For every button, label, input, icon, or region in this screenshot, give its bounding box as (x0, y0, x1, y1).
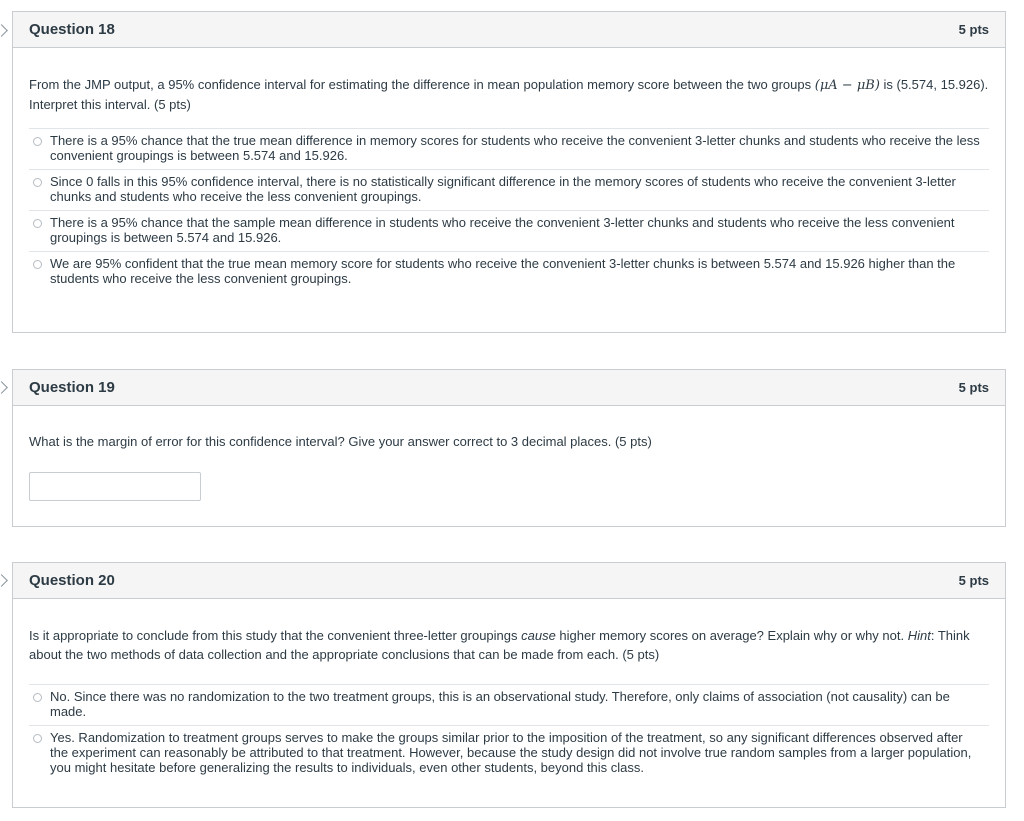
question-20-marker-icon (0, 574, 8, 587)
question-title: Question 19 (29, 379, 115, 396)
answer-option[interactable] (29, 128, 989, 169)
question-18-marker-icon (0, 24, 8, 37)
prompt-text: : Think about the two methods of data collection and the appropriate conclusions that can be made from each. (5 pts) (29, 628, 970, 662)
question-18 (12, 11, 1006, 333)
answer-option[interactable] (29, 684, 989, 725)
answer-list (29, 684, 989, 781)
answer-text: Since 0 falls in this 95% confidence interval, there is no statistically significant difference in the memory scores of students who receive the convenient 3-letter chunks and students who receive the less convenient groupings. (50, 174, 956, 204)
question-prompt (29, 75, 989, 114)
prompt-text: higher memory scores on average? Explain why or why not. (555, 628, 908, 643)
question-header (13, 563, 1005, 599)
math-expression: (μA − μB) (814, 78, 880, 93)
answer-option[interactable] (29, 725, 989, 781)
answer-text: There is a 95% chance that the sample mean difference in students who receive the convenient 3-letter chunks and students who receive the less convenient groupings is between 5.574 and 15.926. (50, 215, 955, 245)
question-title: Question 20 (29, 572, 115, 589)
question-title: Question 18 (29, 21, 115, 38)
question-points: 5 pts (958, 22, 989, 37)
radio-button[interactable] (33, 693, 42, 702)
question-header (13, 12, 1005, 48)
prompt-hint-label: Hint (907, 628, 931, 643)
prompt-emphasis: cause (521, 628, 556, 643)
answer-option[interactable] (29, 169, 989, 210)
question-points: 5 pts (958, 573, 989, 588)
question-prompt (29, 626, 989, 664)
question-header (13, 370, 1005, 406)
radio-button[interactable] (33, 178, 42, 187)
radio-button[interactable] (33, 260, 42, 269)
radio-button[interactable] (33, 219, 42, 228)
question-20 (12, 562, 1006, 808)
answer-text: We are 95% confident that the true mean memory score for students who receive the convenient 3-letter chunks is between 5.574 and 15.926 higher than the students who receive the less convenient groupings. (50, 256, 956, 286)
prompt-text-end: is (5.574, 15.926). Interpret this interval. (5 pts) (29, 77, 989, 112)
prompt-text: Is it appropriate to conclude from this study that the convenient three-letter groupings (29, 628, 522, 643)
answer-text: Yes. Randomization to treatment groups serves to make the groups similar prior to the imposition of the treatment, so any significant differences observed after the experiment can reasonably be attributed to that treatment. However, because the study design did not involve true random samples from a larger population, you might hesitate before generalizing the results to individuals, even other students, beyond this class. (50, 730, 972, 775)
radio-button[interactable] (33, 734, 42, 743)
question-19 (12, 369, 1006, 527)
answer-input[interactable] (29, 472, 201, 501)
question-points: 5 pts (958, 380, 989, 395)
answer-option[interactable] (29, 210, 989, 251)
answer-option[interactable] (29, 251, 989, 292)
answer-list (29, 128, 989, 292)
radio-button[interactable] (33, 137, 42, 146)
prompt-text: From the JMP output, a 95% confidence interval for estimating the difference in mean population memory score between the two groups (29, 77, 812, 92)
question-19-marker-icon (0, 381, 8, 394)
answer-text: There is a 95% chance that the true mean difference in memory scores for students who receive the convenient 3-letter chunks and students who receive the less convenient groupings is between 5.574 and 15.926. (50, 133, 980, 163)
question-prompt: What is the margin of error for this confidence interval? Give your answer correct to 3 decimal places. (5 pts) (29, 434, 652, 449)
answer-text: No. Since there was no randomization to the two treatment groups, this is an observational study. Therefore, only claims of association (not causality) can be made. (50, 689, 950, 719)
